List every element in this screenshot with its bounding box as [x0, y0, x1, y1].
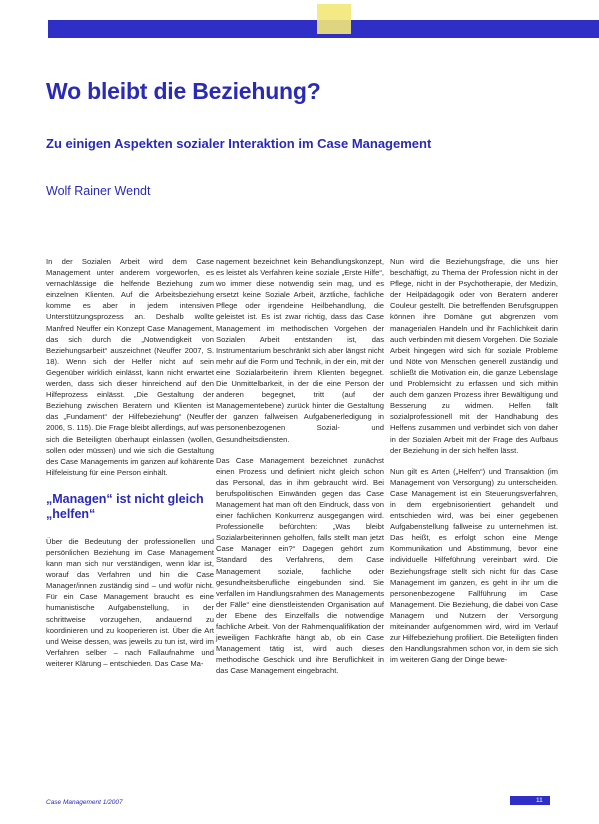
page-number: 11: [536, 797, 543, 804]
article-author: Wolf Rainer Wendt: [46, 184, 151, 198]
paragraph: Nun gilt es Arten („Helfen“) und Transaktion (im Management von Versorgung) zu unterscheiden. Case Management ist ein Steuerungsverfahren, in dem ergebnisorientiert gehandelt und entschieden wird, was bei einer gegebenen Aufgabenstellung fallweise zu unternehmen ist. Das heißt, es erfolgt schon eine Menge Kommunikation und Abstimmung, bevor eine individuelle Hilfeführung vereinbart wird. Die Beziehungsfrage stellt sich nicht für das Case Management im ganzen, es geht in ihr um die personenbezogene Fallführung im Case Management. Die Beziehung, die dabei von Case Managern und Nutzern der Versorgung miteinander aufgenommen wird, wird im Verlauf zur Hilfebeziehung profiliert. Die Beteiligten finden den Handlungsrahmen schon vor, in dem sie sich im weiteren Gang der Dinge bewe-: [390, 466, 559, 665]
paragraph: Nun wird die Beziehungsfrage, die uns hier beschäftigt, zu Thema der Profession nicht in der Pflege, nicht in der Psychotherapie, der Medizin, der Heilpädagogik oder von Beratern anderer Couleur gestellt. Die betreffenden Berufsgruppen können ihre Domäne gut abgrenzen vom managerialen Handeln und ihr Fachlichkeit darin auch verbinden mit diesem Vorgehen. Die Soziale Arbeit hingegen wird sich für soziale Probleme und Nöte von Menschen generell zuständig und schließt die Motivation ein, die ganze Lebenslage und Problemsicht zu erfassen und sich mithin auch dem ganzen Prozess ihrer Bewältigung und Besserung zu widmen. Helfen fällt sozialprofessionell mit der Handhabung des Helfens zusammen und verbindet sich von daher in der Sozialen Arbeit mit der Frage des Aufbaus der Beziehung in der sich helfen lässt.: [390, 257, 559, 455]
footer-journal-label: Case Management 1/2007: [46, 799, 123, 806]
footer-color-band: [510, 796, 550, 805]
section-heading: „Managen“ ist nicht gleich „helfen“: [46, 491, 204, 521]
sticky-note-marker: [317, 4, 351, 34]
text-column-2: [216, 256, 384, 686]
text-column-3: [390, 256, 558, 675]
paragraph: In der Sozialen Arbeit wird dem Case Management unter anderem vorgeworfen, es vernachlässige die helfende Beziehung zum einzelnen Klienten. Auf die Arbeitsbeziehung komme es aber in jedem intensiven Unterstützungsprozess an. Deshalb wollte Manfred Neuffer ein Konzept Case Management, das sich durch die „Notwendigkeit von Beziehungsarbeit“ auszeichnet (Neuffer 2007, S. 18). Wenn sich der Helfer nicht auf sein Gegenüber wirklich einlässt, kann nicht erwartet werden, dass sich dieser hinreichend auf den Hilfeprozess einlässt. „Die Gestaltung der Beziehung zwischen Beratern und Klienten ist das „Fundament“ der Hilfebeziehung“ (Neuffer 2006, S. 115). Die Frage bleibt allerdings, auf was sich die Beteiligten überhaupt einlassen (wollen, sollen oder müssen) und wie sich die Gestaltung des Case Managements im ganzen auf kohärente Hilfeleistung für eine Person einhält.: [46, 257, 215, 477]
article-title: Wo bleibt die Beziehung?: [46, 78, 321, 104]
article-subtitle: Zu einigen Aspekten sozialer Interaktion im Case Management: [46, 136, 432, 151]
paragraph: Das Case Management bezeichnet zunächst einen Prozess und definiert nicht gleich schon das Personal, das in ihm gebraucht wird. Bei berufspolitischen Einwänden gegen das Case Management hat man oft den Eindruck, dass von einer fachlichen Konkurrenz ausgegangen wird. Professionelle befürchten: „Was bleibt Sozialarbeiterinnen geholfen, falls stellt man jetzt Case Manager ein?“ Dagegen gehört zum Standard des Verfahrens, dem Case Management soziale, fachliche oder gesundheitsberufliche eingebunden sind. Sie verfallen im Handlungsrahmen des Managements der Fälle“ eine dienstleistenden Organisation auf der Ebene des Einzelfalls die notwendige fachliche Arbeit. Von der Rahmenqualifikation der jeweiligen Fachkräfte hängt ab, ob ein Case Management tätig ist, wird auch dieses methodische Geschick und ihre Beruflichkeit in das Case Management eingebracht.: [216, 455, 384, 676]
paragraph: nagement bezeichnet kein Behandlungskonzept, es leistet als Verfahren keine soziale „Erste Hilfe“, wo immer diese notwendig sein mag, und es ersetzt keine Soziale Arbeit, ärztliche, fachliche Pflege oder irgendeine Heilbehandlung, die geleistet ist. Es ist zwar richtig, dass das Case Management im methodischen Vorgehen der Sozialen Arbeit entstanden ist, das Instrumentarium beschränkt sich aber längst nicht mehr auf die Form und Technik, in der ein, mit der eine Sozialarbeiterin ihrem Klienten begegnet. Die Unmittelbarkeit, in der die eine Person der anderen begegnet, tritt (auf der Managementebene) zurück hinter die Gestaltung der ganzen fallweisen Aufgabenerledigung in personenbezogenen Sozial- und Gesundheitsdiensten.: [216, 257, 384, 444]
paragraph: Über die Bedeutung der professionellen und persönlichen Beziehung im Case Management kann man sich nur verständigen, wenn klar ist, worauf das Verfahren und hin die Case Manager/innen zuständig sind – und wofür nicht. Für ein Case Management braucht es eine humanistische Aufgabenstellung, in der schrittweise vorzugehen, andauernd zu koordinieren und zu kooperieren ist. Über die Art und Weise dessen, was jeweils zu tun ist, wird im Verfahren selber – nach Fallaufnahme und weiterer Klärung – entschieden. Das Case Ma-: [46, 536, 214, 668]
text-column-1: [46, 256, 214, 679]
